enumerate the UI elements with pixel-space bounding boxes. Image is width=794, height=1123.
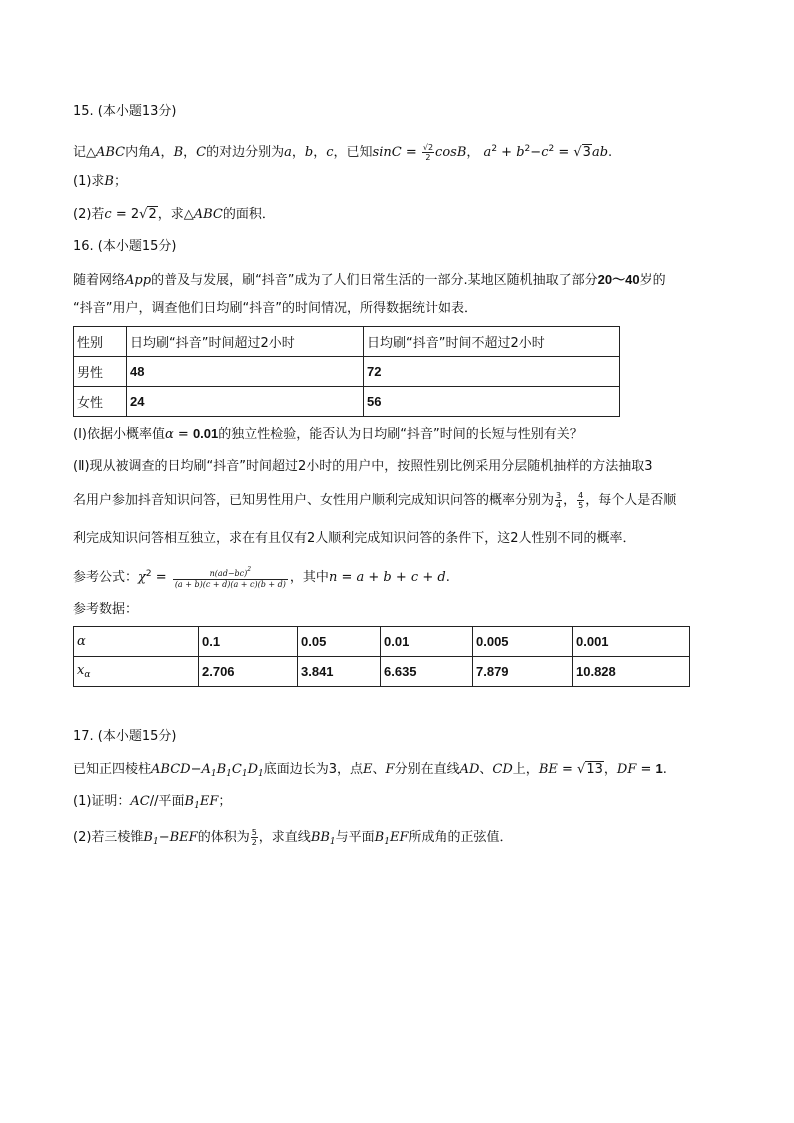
q15-header: 15. (本小题13分) [73,104,177,119]
q16-formula: 参考公式：$\chi^2$ = $\frac{n(ad-bc)^2}{(a + b)(c + d)(a + c)(b + d)}$ ，其中n = a + b + c + d. [73,566,450,589]
alpha-label-cell: α [74,627,199,657]
table-cell: 男性 [74,357,127,387]
reference-data-table [73,626,690,687]
table-cell: 0.05 [298,627,381,657]
table-header-cell: 性别 [74,327,127,357]
table-cell: 女性 [74,387,127,417]
q17-header: 17. (本小题15分) [73,729,177,744]
table-cell: 24 [127,387,364,417]
q16-part2-line3: 利完成知识问答相互独立，求在有且仅有2人顺利完成知识问答的条件下，这2人性别不同的概率． [73,531,636,546]
table-cell: 48 [127,357,364,387]
table-cell: 56 [364,387,620,417]
table-row [74,357,620,387]
q16-intro-line1: 随着网络App的普及与发展，刷“抖音”成为了人们日常生活的一部分.某地区随机抽取了部分20～40岁的 [73,272,666,288]
q17-part2: (2)若三棱锥$B_1-BEF$的体积为 $\frac{5}{2}$ ，求直线$BB_1$与平面$B_1EF$所成角的正弦值． [73,828,513,847]
q17-statement: 已知正四棱柱$ABCD-A_1B_1C_1D_1$底面边长为3，点E、F分别在直线AD、CD上，BE = √13，DF = 1. [73,761,667,779]
q15-statement: 记△ABC内角A，B，C的对边分别为a，b，c，已知sinC = $\frac{√2}{2}$ cosB， $a^2 + b^2-c^2 = √3ab$. [73,143,613,162]
table-header-cell: 日均刷“抖音”时间超过2小时 [127,327,364,357]
table-row [74,387,620,417]
table-row [74,657,690,687]
q16-part1: (Ⅰ)依据小概率值α = 0.01的独立性检验，能否认为日均刷“抖音”时间的长短与性别有关？ [73,426,583,442]
table-cell: 6.635 [381,657,473,687]
x-alpha-label-cell: $x_\alpha$ [74,657,199,687]
table-row [74,627,690,657]
usage-table [73,326,620,417]
table-cell: 3.841 [298,657,381,687]
q16-part2-line1: (Ⅱ)现从被调查的日均刷“抖音”时间超过2小时的用户中，按照性别比例采用分层随机抽样的方法抽取3 [73,459,653,474]
table-cell: 0.001 [573,627,690,657]
q16-data-label: 参考数据： [73,602,139,617]
q16-header: 16. (本小题15分) [73,239,177,254]
table-header-row [74,327,620,357]
table-cell: 0.01 [381,627,473,657]
table-cell: 0.1 [199,627,298,657]
q16-part2-line2: 名用户参加抖音知识问答，已知男性用户、女性用户顺利完成知识问答的概率分别为 $\frac{3}{4}$ ， $\frac{4}{5}$ ，每个人是否顺 [73,491,677,510]
table-cell: 7.879 [473,657,573,687]
table-cell: 2.706 [199,657,298,687]
table-header-cell: 日均刷“抖音”时间不超过2小时 [364,327,620,357]
table-cell: 72 [364,357,620,387]
q17-part1: (1)证明：AC//平面$B_1EF$； [73,794,232,811]
q15-part2: (2)若c = 2√2，求△ABC的面积． [73,207,275,222]
q15-part1: (1)求B； [73,174,127,189]
table-cell: 10.828 [573,657,690,687]
table-cell: 0.005 [473,627,573,657]
q16-intro-line2: “抖音”用户，调查他们日均刷“抖音”的时间情况，所得数据统计如表． [73,301,477,316]
